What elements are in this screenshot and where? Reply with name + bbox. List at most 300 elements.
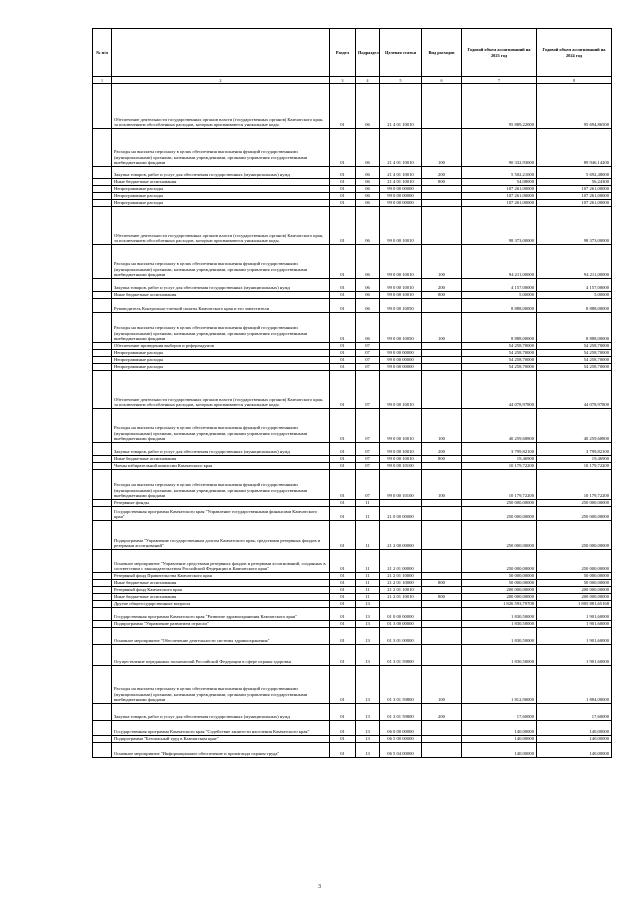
row-number	[93, 645, 112, 666]
row-subsection: 13	[356, 601, 380, 608]
row-amount-2023: 54,08000	[462, 179, 537, 186]
row-amount-2023: 54 258,70000	[462, 343, 537, 350]
row-amount-2024: 140,00000	[537, 743, 612, 758]
row-amount-2024: 8 888,00000	[537, 313, 612, 343]
header-name	[112, 29, 330, 77]
row-name: Подпрограмма "Безопасный труд в Камчатском крае"	[112, 736, 330, 743]
budget-sheet	[92, 28, 611, 758]
table-row	[93, 573, 612, 580]
header-row	[93, 29, 612, 77]
row-amount-2024: 19,46900	[537, 456, 612, 463]
row-section: 01	[330, 186, 356, 193]
table-row	[93, 601, 612, 608]
row-number	[93, 343, 112, 350]
column-number: 8	[537, 77, 612, 84]
row-target-article: 01 3 00 00000	[380, 621, 422, 628]
row-amount-2024: 107 261,00000	[537, 186, 612, 193]
row-number	[93, 371, 112, 409]
row-target-article: 01 3 01 59800	[380, 704, 422, 721]
page-number: 3	[318, 884, 321, 890]
row-number	[93, 470, 112, 500]
header-expense: Вид расходов	[422, 29, 462, 77]
row-subsection: 11	[356, 594, 380, 601]
row-name: Основное мероприятие "Информационное обеспечение и пропаганда охраны труда"	[112, 743, 330, 758]
row-number	[93, 587, 112, 594]
row-target-article: 06 5 00 00000	[380, 736, 422, 743]
row-amount-2024: 4 157,00000	[537, 279, 612, 292]
row-amount-2024: 17,60000	[537, 704, 612, 721]
row-expense-type	[422, 500, 462, 507]
row-name: Расходы на выплаты персоналу в целях обеспечения выполнения функций государственными (муниципальными) органами, казенными учреждениями, органами управления государственными внебюджетными фондами	[112, 470, 330, 500]
row-section: 01	[330, 580, 356, 587]
row-amount-2024: 1 884,00000	[537, 666, 612, 704]
row-number	[93, 84, 112, 129]
row-amount-2023: 250 000,00000	[462, 550, 537, 573]
row-amount-2024: 50 000,00000	[537, 573, 612, 580]
row-subsection: 06	[356, 129, 380, 167]
table-row	[93, 350, 612, 357]
row-number	[93, 313, 112, 343]
row-expense-type	[422, 207, 462, 245]
row-amount-2024: 250 000,00000	[537, 507, 612, 521]
row-expense-type: 800	[422, 292, 462, 299]
row-name: Иные бюджетные ассигнования	[112, 580, 330, 587]
row-amount-2023: 10 179,72200	[462, 470, 537, 500]
row-amount-2023: 10 179,72200	[462, 463, 537, 470]
row-name: Государственная программа Камчатского края "Развитие здравоохранения Камчатского края"	[112, 608, 330, 621]
row-amount-2023: 50 000,00000	[462, 580, 537, 587]
row-number	[93, 550, 112, 573]
row-section: 01	[330, 704, 356, 721]
row-target-article: 01 3 01 59800	[380, 666, 422, 704]
table-row	[93, 645, 612, 666]
row-name: Обеспечение деятельности государственных органов власти (государственных органов) Камчатского края, за исключением обособленных расходов, которым присваиваются уникальные коды.	[112, 207, 330, 245]
column-number: 4	[356, 77, 380, 84]
row-section: 01	[330, 207, 356, 245]
table-row	[93, 621, 612, 628]
row-number	[93, 193, 112, 200]
row-subsection: 07	[356, 470, 380, 500]
row-amount-2023: 54 258,70000	[462, 350, 537, 357]
row-subsection: 13	[356, 608, 380, 621]
row-expense-type	[422, 736, 462, 743]
row-subsection: 06	[356, 200, 380, 207]
table-row	[93, 666, 612, 704]
row-amount-2023: 250 000,00000	[462, 507, 537, 521]
row-amount-2024: 94 211,00000	[537, 245, 612, 279]
table-row	[93, 456, 612, 463]
table-row	[93, 594, 612, 601]
header-2023: Годовой объем ассигнований на 2023 год	[462, 29, 537, 77]
row-name: Непрограммные расходы	[112, 357, 330, 364]
table-row	[93, 364, 612, 371]
row-amount-2023: 50 000,00000	[462, 573, 537, 580]
row-section: 01	[330, 245, 356, 279]
table-row	[93, 608, 612, 621]
row-target-article: 21 2 01 10010	[380, 587, 422, 594]
table-row	[93, 628, 612, 645]
row-expense-type	[422, 193, 462, 200]
row-amount-2024: 54 258,70000	[537, 350, 612, 357]
table-row	[93, 550, 612, 573]
row-section: 01	[330, 179, 356, 186]
row-name: Непрограммные расходы	[112, 200, 330, 207]
row-expense-type: 100	[422, 245, 462, 279]
row-amount-2024: 5 692,48000	[537, 167, 612, 179]
row-target-article: 99 0 00 10050	[380, 299, 422, 313]
row-subsection: 11	[356, 573, 380, 580]
row-section: 01	[330, 167, 356, 179]
row-name: Обеспечение проведения выборов и референдумов	[112, 343, 330, 350]
row-section: 01	[330, 343, 356, 350]
row-amount-2024: 3 799,82100	[537, 443, 612, 456]
column-number: 6	[422, 77, 462, 84]
row-target-article: 21 4 01 10010	[380, 84, 422, 129]
row-amount-2024: 95 694,86500	[537, 84, 612, 129]
row-section: 01	[330, 587, 356, 594]
table-row	[93, 463, 612, 470]
row-section: 01	[330, 736, 356, 743]
row-amount-2023: 5,00000	[462, 292, 537, 299]
row-subsection: 07	[356, 350, 380, 357]
row-subsection: 06	[356, 186, 380, 193]
row-expense-type	[422, 371, 462, 409]
row-amount-2024: 89 946,14200	[537, 129, 612, 167]
row-target-article	[380, 601, 422, 608]
row-expense-type	[422, 357, 462, 364]
row-target-article: 99 0 00 10010	[380, 292, 422, 299]
row-amount-2024: 1 901,60000	[537, 621, 612, 628]
row-section: 01	[330, 666, 356, 704]
row-subsection: 13	[356, 721, 380, 736]
row-number	[93, 500, 112, 507]
table-row	[93, 200, 612, 207]
row-section: 01	[330, 292, 356, 299]
row-expense-type: 200	[422, 279, 462, 292]
row-name: Члены избирательной комиссии Камчатского края	[112, 463, 330, 470]
row-target-article: 06 5 04 00000	[380, 743, 422, 758]
row-section: 01	[330, 350, 356, 357]
row-section: 01	[330, 721, 356, 736]
table-row	[93, 371, 612, 409]
table-row	[93, 313, 612, 343]
row-amount-2023: 54 258,70000	[462, 364, 537, 371]
row-number	[93, 207, 112, 245]
row-name: Непрограммные расходы	[112, 350, 330, 357]
row-expense-type	[422, 84, 462, 129]
row-expense-type: 100	[422, 409, 462, 443]
row-amount-2023: 107 261,00000	[462, 193, 537, 200]
row-expense-type	[422, 186, 462, 193]
row-section: 01	[330, 621, 356, 628]
row-target-article: 01 0 00 00000	[380, 608, 422, 621]
row-amount-2023: 250 000,00000	[462, 521, 537, 550]
table-row	[93, 587, 612, 594]
table-row	[93, 721, 612, 736]
row-number	[93, 666, 112, 704]
row-name: Иные бюджетные ассигнования	[112, 594, 330, 601]
table-row	[93, 245, 612, 279]
row-target-article: 21 0 00 00000	[380, 507, 422, 521]
row-name: Резервный фонд Правительства Камчатского края	[112, 573, 330, 580]
row-target-article: 99 0 00 10010	[380, 207, 422, 245]
row-amount-2024: 107 261,00000	[537, 200, 612, 207]
row-expense-type: 100	[422, 470, 462, 500]
row-expense-type	[422, 200, 462, 207]
row-section: 01	[330, 313, 356, 343]
row-expense-type: 800	[422, 594, 462, 601]
row-target-article: 21 4 01 10010	[380, 167, 422, 179]
table-row	[93, 521, 612, 550]
row-amount-2023: 54 258,70000	[462, 357, 537, 364]
row-name: Подпрограмма "Управление государственным долгом Камчатского края, средствами резервных фондов и резервами ассигнований"	[112, 521, 330, 550]
row-expense-type: 800	[422, 456, 462, 463]
row-amount-2023: 94 211,00000	[462, 245, 537, 279]
row-target-article: 21 4 01 10010	[380, 179, 422, 186]
row-target-article: 99 0 00 00000	[380, 186, 422, 193]
row-target-article: 99 0 00 10010	[380, 409, 422, 443]
row-subsection: 07	[356, 357, 380, 364]
row-subsection: 13	[356, 666, 380, 704]
row-amount-2023: 5 502,21000	[462, 167, 537, 179]
row-section: 01	[330, 470, 356, 500]
row-target-article	[380, 343, 422, 350]
table-row	[93, 704, 612, 721]
row-amount-2023: 1 830,50000	[462, 608, 537, 621]
row-amount-2023: 95 889,22000	[462, 84, 537, 129]
table-row	[93, 409, 612, 443]
row-number	[93, 573, 112, 580]
row-number	[93, 507, 112, 521]
row-subsection: 11	[356, 550, 380, 573]
row-amount-2023: 98 373,00000	[462, 207, 537, 245]
row-amount-2023: 107 261,00000	[462, 186, 537, 193]
row-name: Закупка товаров, работ и услуг для обеспечения государственных (муниципальных) нужд	[112, 279, 330, 292]
row-name: Закупка товаров, работ и услуг для обеспечения государственных (муниципальных) нужд	[112, 443, 330, 456]
table-row	[93, 357, 612, 364]
row-expense-type	[422, 573, 462, 580]
row-amount-2024: 1 901,60000	[537, 608, 612, 621]
row-name: Другие общегосударственные вопросы	[112, 601, 330, 608]
row-subsection: 06	[356, 279, 380, 292]
row-subsection: 13	[356, 628, 380, 645]
row-number	[93, 721, 112, 736]
row-amount-2023: 140,00000	[462, 743, 537, 758]
row-amount-2024: 54 258,70000	[537, 364, 612, 371]
row-number	[93, 409, 112, 443]
row-amount-2024: 5,00000	[537, 292, 612, 299]
row-expense-type	[422, 645, 462, 666]
row-subsection: 06	[356, 84, 380, 129]
table-row	[93, 743, 612, 758]
row-subsection: 06	[356, 292, 380, 299]
row-amount-2023: 1 830,50000	[462, 621, 537, 628]
row-target-article: 21 2 01 10010	[380, 594, 422, 601]
row-target-article: 99 0 00 10010	[380, 456, 422, 463]
row-name: Руководитель Контрольно-счетной палаты Камчатского края и его заместители	[112, 299, 330, 313]
row-target-article: 99 0 00 10010	[380, 245, 422, 279]
row-subsection: 06	[356, 245, 380, 279]
row-expense-type	[422, 621, 462, 628]
row-subsection: 06	[356, 313, 380, 343]
row-number	[93, 594, 112, 601]
table-row	[93, 500, 612, 507]
row-name: Расходы на выплаты персоналу в целях обеспечения выполнения функций государственными (муниципальными) органами, казенными учреждениями, органами управления государственными внебюджетными фондами	[112, 245, 330, 279]
row-section: 01	[330, 645, 356, 666]
row-section: 01	[330, 456, 356, 463]
row-amount-2024: 1 805 881,65168	[537, 601, 612, 608]
row-name: Расходы на выплаты персоналу в целях обеспечения выполнения функций государственными (муниципальными) органами, казенными учреждениями, органами управления государственными внебюджетными фондами	[112, 409, 330, 443]
row-subsection: 11	[356, 580, 380, 587]
row-expense-type	[422, 587, 462, 594]
table-row	[93, 193, 612, 200]
table-row	[93, 186, 612, 193]
row-subsection: 06	[356, 167, 380, 179]
row-amount-2024: 56,24300	[537, 179, 612, 186]
row-subsection: 07	[356, 456, 380, 463]
row-section: 01	[330, 279, 356, 292]
row-name: Основное мероприятие "Управление средствами резервных фондов и резервами ассигнований, созданных в соответствии с законодательством Российской Федерации и Камчатского края"	[112, 550, 330, 573]
row-expense-type: 100	[422, 313, 462, 343]
row-number	[93, 129, 112, 167]
row-name: Основное мероприятие "Обеспечение деятельности системы здравоохранения"	[112, 628, 330, 645]
row-subsection: 13	[356, 704, 380, 721]
row-section: 01	[330, 594, 356, 601]
row-target-article: 99 0 00 10100	[380, 470, 422, 500]
header-2024: Годовой объем ассигнований на 2024 год	[537, 29, 612, 77]
row-subsection: 07	[356, 371, 380, 409]
row-name: Иные бюджетные ассигнования	[112, 179, 330, 186]
row-name: Резервные фонды	[112, 500, 330, 507]
row-section: 01	[330, 193, 356, 200]
row-amount-2023: 250 000,00000	[462, 500, 537, 507]
row-target-article: 99 0 00 00000	[380, 350, 422, 357]
column-number: 1	[93, 77, 112, 84]
column-number: 2	[112, 77, 330, 84]
header-num: № п/п	[93, 29, 112, 77]
table-row	[93, 129, 612, 167]
row-target-article: 21 2 00 00000	[380, 521, 422, 550]
row-expense-type	[422, 507, 462, 521]
row-amount-2024: 50 000,00000	[537, 580, 612, 587]
row-section: 01	[330, 743, 356, 758]
row-amount-2023: 1 830,50000	[462, 628, 537, 645]
row-section: 01	[330, 601, 356, 608]
row-subsection: 11	[356, 500, 380, 507]
row-name: Иные бюджетные ассигнования	[112, 292, 330, 299]
row-amount-2024: 1 901,60000	[537, 628, 612, 645]
row-name: Закупка товаров, работ и услуг для обеспечения государственных (муниципальных) нужд	[112, 167, 330, 179]
row-amount-2024: 250 000,00000	[537, 500, 612, 507]
row-target-article: 21 2 01 10000	[380, 573, 422, 580]
row-section: 01	[330, 443, 356, 456]
row-section: 01	[330, 409, 356, 443]
row-target-article	[380, 500, 422, 507]
row-name: Государственная программа Камчатского края "Управление государственными финансами Камчатского края"	[112, 507, 330, 521]
table-row	[93, 279, 612, 292]
table-row	[93, 84, 612, 129]
row-name: Непрограммные расходы	[112, 193, 330, 200]
row-amount-2023: 1 830,50000	[462, 645, 537, 666]
row-name: Закупка товаров, работ и услуг для обеспечения государственных (муниципальных) нужд	[112, 704, 330, 721]
row-amount-2024: 250 000,00000	[537, 521, 612, 550]
row-amount-2024: 140,00000	[537, 721, 612, 736]
row-number	[93, 279, 112, 292]
row-section: 01	[330, 463, 356, 470]
row-amount-2023: 140,00000	[462, 721, 537, 736]
row-target-article: 99 0 00 10010	[380, 443, 422, 456]
row-target-article: 01 3 01 00000	[380, 628, 422, 645]
row-subsection: 11	[356, 587, 380, 594]
row-name: Расходы на выплаты персоналу в целях обеспечения выполнения функций государственными (муниципальными) органами, казенными учреждениями, органами управления государственными внебюджетными фондами	[112, 129, 330, 167]
row-expense-type: 200	[422, 704, 462, 721]
row-target-article: 06 0 00 00000	[380, 721, 422, 736]
row-number	[93, 463, 112, 470]
column-number: 5	[380, 77, 422, 84]
row-amount-2023: 4 157,00000	[462, 279, 537, 292]
row-number	[93, 608, 112, 621]
row-amount-2024: 54 258,70000	[537, 343, 612, 350]
row-number	[93, 628, 112, 645]
row-expense-type	[422, 521, 462, 550]
row-subsection: 11	[356, 507, 380, 521]
row-amount-2023: 19,46900	[462, 456, 537, 463]
row-target-article: 21 2 01 00000	[380, 550, 422, 573]
row-amount-2023: 44 078,97800	[462, 371, 537, 409]
row-section: 01	[330, 507, 356, 521]
row-subsection: 13	[356, 736, 380, 743]
row-subsection: 07	[356, 364, 380, 371]
row-name: Осуществление переданных полномочий Российской Федерации в сфере охраны здоровья	[112, 645, 330, 666]
row-subsection: 06	[356, 207, 380, 245]
row-target-article: 99 0 00 00000	[380, 364, 422, 371]
row-number	[93, 364, 112, 371]
row-amount-2023: 8 888,00000	[462, 299, 537, 313]
row-name: Обеспечение деятельности государственных органов власти (государственных органов) Камчатского края, за исключением обособленных расходов, которым присваиваются уникальные коды.	[112, 371, 330, 409]
row-number	[93, 704, 112, 721]
table-row	[93, 167, 612, 179]
row-section: 01	[330, 573, 356, 580]
row-number	[93, 601, 112, 608]
header-target: Целевая статья	[380, 29, 422, 77]
table-row	[93, 507, 612, 521]
row-amount-2023: 200 000,00000	[462, 594, 537, 601]
row-section: 01	[330, 521, 356, 550]
row-section: 01	[330, 608, 356, 621]
row-subsection: 07	[356, 463, 380, 470]
table-row	[93, 736, 612, 743]
row-expense-type	[422, 601, 462, 608]
budget-rows	[93, 84, 612, 758]
row-amount-2024: 107 261,00000	[537, 193, 612, 200]
row-amount-2023: 140,00000	[462, 736, 537, 743]
row-target-article: 99 0 00 10100	[380, 463, 422, 470]
row-amount-2024: 10 179,72200	[537, 463, 612, 470]
row-section: 01	[330, 371, 356, 409]
row-name: Расходы на выплаты персоналу в целях обеспечения выполнения функций государственными (муниципальными) органами, казенными учреждениями, органами управления государственными внебюджетными фондами	[112, 666, 330, 704]
budget-table	[92, 28, 612, 758]
row-number	[93, 621, 112, 628]
row-expense-type	[422, 299, 462, 313]
row-expense-type	[422, 550, 462, 573]
row-number	[93, 299, 112, 313]
row-amount-2024: 98 373,00000	[537, 207, 612, 245]
row-name: Непрограммные расходы	[112, 364, 330, 371]
column-number: 7	[462, 77, 537, 84]
row-name: Подпрограмма "Управление развитием отрасли"	[112, 621, 330, 628]
row-section: 01	[330, 200, 356, 207]
row-number	[93, 443, 112, 456]
